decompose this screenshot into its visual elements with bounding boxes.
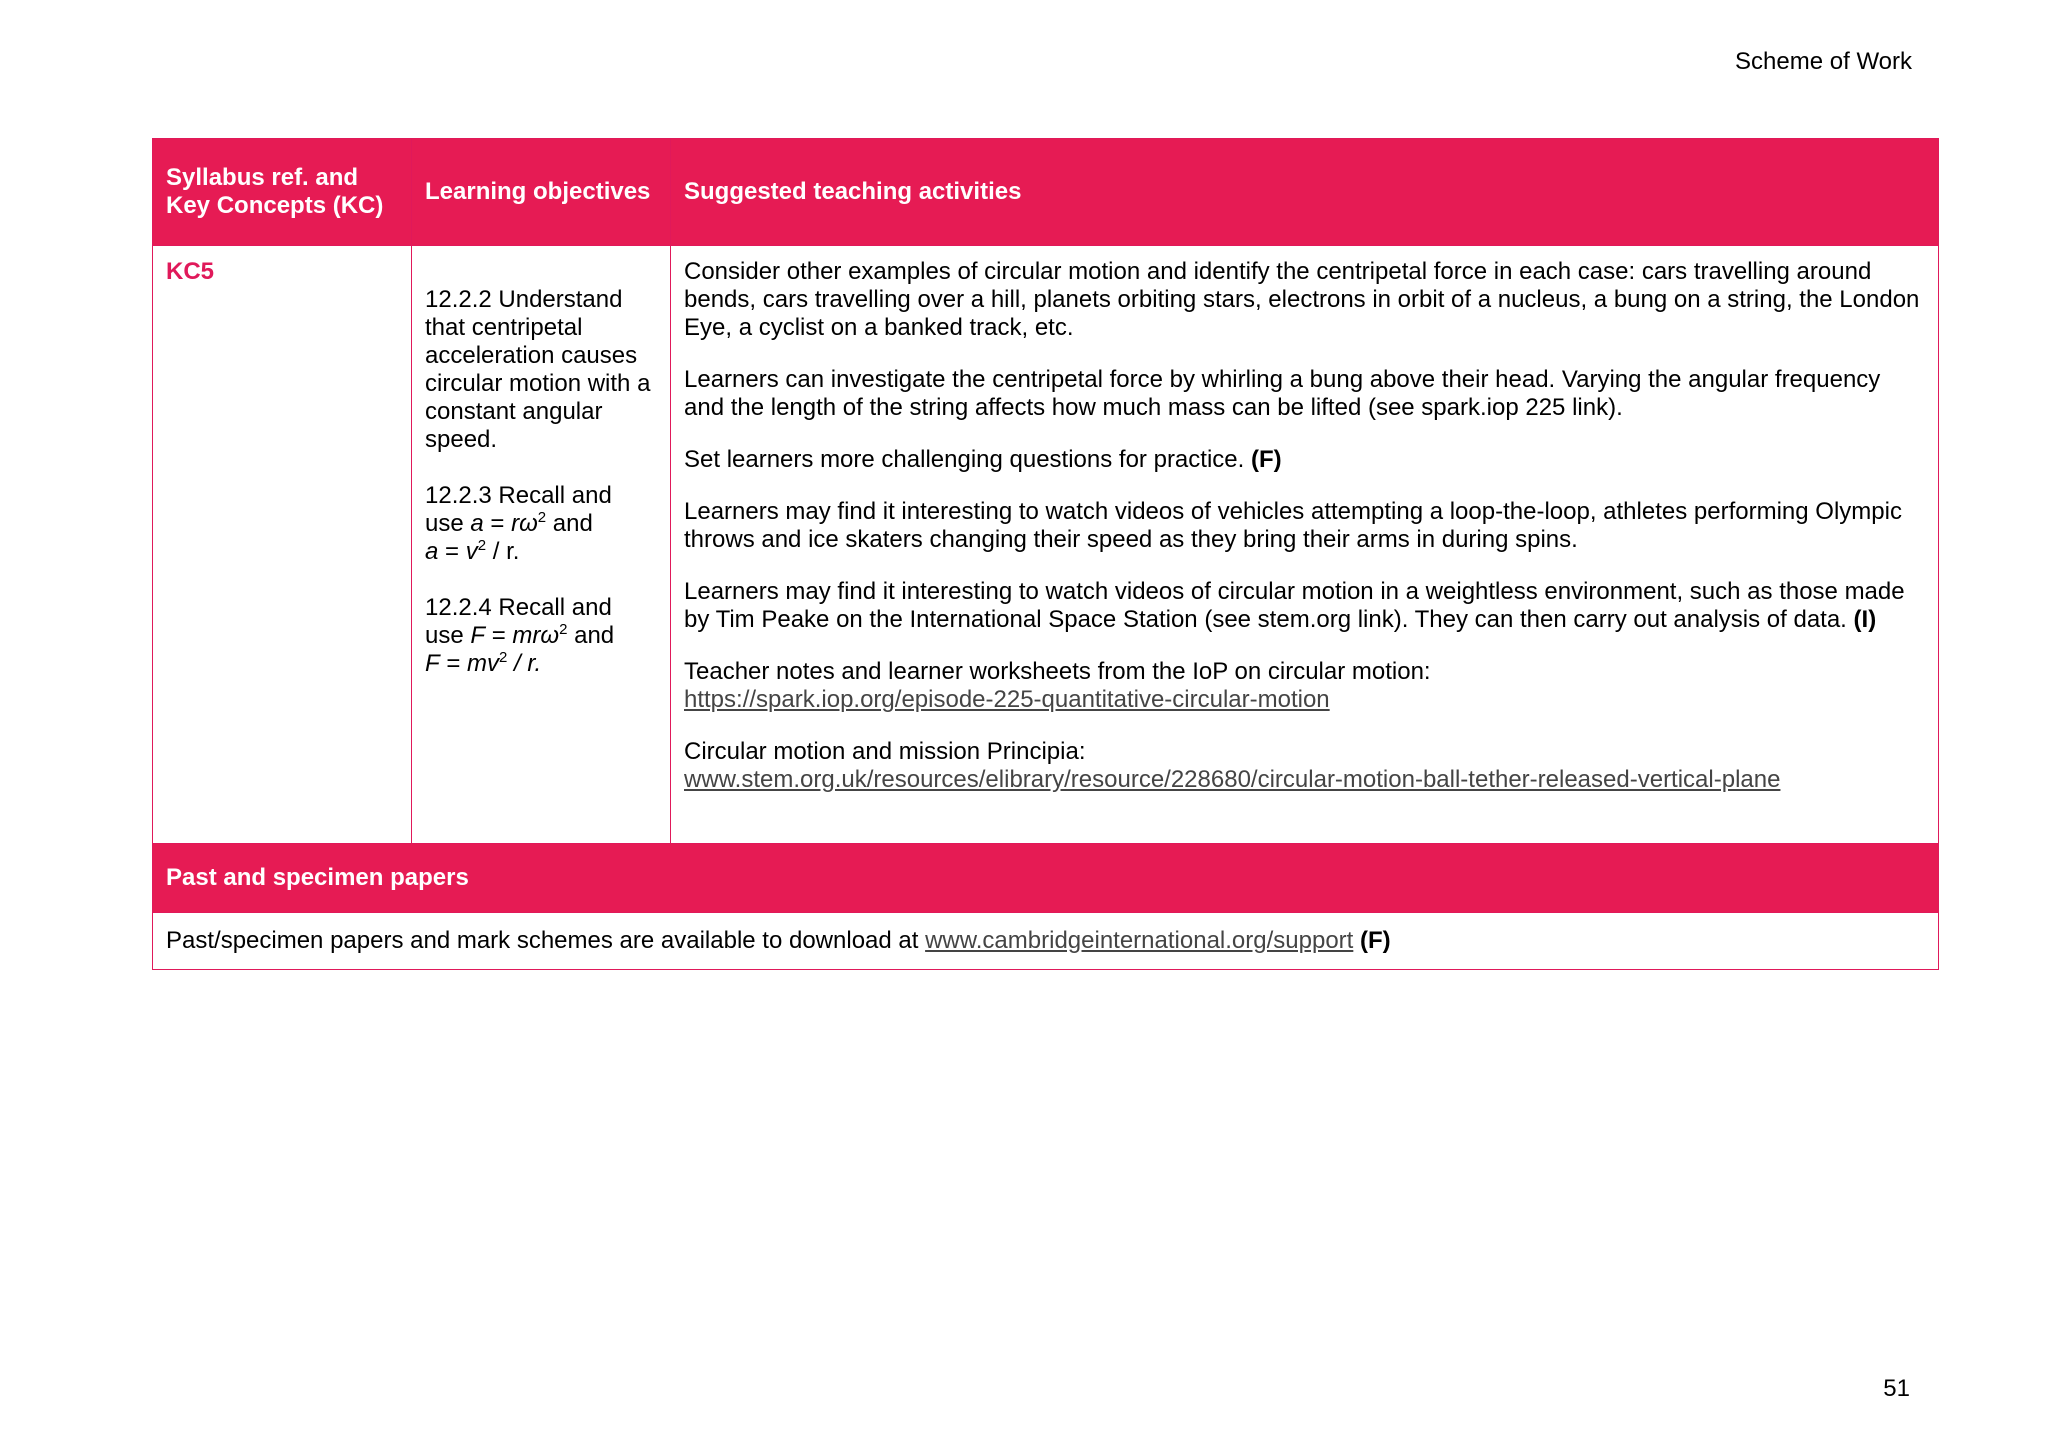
activity-text: Teacher notes and learner worksheets from the IoP on circular motion: [684, 658, 1431, 685]
equation-exponent: 2 [499, 649, 508, 666]
learning-objective-12-2-3 [425, 482, 657, 566]
equation-exponent: 2 [477, 537, 487, 554]
activity-paragraph [684, 578, 1925, 634]
table-row [153, 246, 1939, 844]
equation-variable: / r. [507, 650, 542, 677]
column-header-syllabus-ref-line2: Key Concepts (KC) [166, 192, 384, 219]
equation-operator: = [483, 510, 512, 537]
stem-org-link[interactable]: www.stem.org.uk/resources/elibrary/resource/228680/circular-motion-ball-tether-released-vertical-plane [684, 766, 1781, 793]
column-header-syllabus-ref [153, 139, 412, 246]
learning-objectives-cell [412, 246, 671, 844]
column-header-learning-objectives: Learning objectives [412, 139, 671, 246]
equation-variable: a [470, 510, 484, 537]
syllabus-ref-cell [153, 246, 412, 844]
papers-text: Past/specimen papers and mark schemes are available to download at [166, 927, 926, 954]
equation-variable: v [465, 538, 478, 565]
column-header-syllabus-ref-line1: Syllabus ref. and [166, 164, 359, 191]
formative-assessment-tag: (F) [1250, 446, 1282, 473]
activity-paragraph [684, 738, 1925, 794]
activity-text: Learners may find it interesting to watch videos of circular motion in a weightless environment, such as those made by Tim Peake on the International Space Station (see stem.org link). They can then carry out analysis of data. [684, 578, 1905, 633]
papers-body-row [153, 913, 1939, 970]
activity-paragraph: Consider other examples of circular motion and identify the centripetal force in each case: cars travelling around bends, cars travelling over a hill, planets orbiting stars, electrons in orbit of a nucleus, a bung on a string, the London Eye, a cyclist on a banked track, etc. [684, 258, 1920, 341]
activity-paragraph: Learners can investigate the centripetal force by whirling a bung above their head. Varying the angular frequency and the length of the string affects how much mass can be lifted (see spark.iop 225 link). [684, 366, 1881, 421]
activity-paragraph: Learners may find it interesting to watch videos of vehicles attempting a loop-the-loop, athletes performing Olympic throws and ice skaters changing their speed as they bring their arms in during spins. [684, 498, 1902, 553]
page-number: 51 [1883, 1375, 1910, 1402]
objective-text: / r. [486, 538, 520, 565]
key-concept-label: KC5 [166, 258, 215, 285]
formative-assessment-tag: (F) [1360, 927, 1391, 954]
running-header: Scheme of Work [1735, 48, 1912, 75]
activity-text: Set learners more challenging questions for practice. [684, 446, 1251, 473]
objective-text: 12.2.4 Recall and use [425, 594, 612, 649]
equation-variable: mrω [512, 622, 560, 649]
objective-text: and [567, 622, 615, 649]
objective-text: 12.2.3 Recall and use [425, 482, 612, 537]
scheme-of-work-table [152, 138, 1939, 970]
activity-text: Circular motion and mission Principia: [684, 738, 1086, 765]
papers-header-row [153, 844, 1939, 913]
activities-cell [671, 246, 1939, 844]
spark-iop-link[interactable]: https://spark.iop.org/episode-225-quantitative-circular-motion [684, 686, 1330, 713]
papers-heading: Past and specimen papers [153, 844, 1939, 913]
equation-variable: mv [467, 650, 500, 677]
independent-study-tag: (I) [1853, 606, 1877, 633]
activity-paragraph [684, 446, 1925, 474]
equation-variable: F [470, 622, 486, 649]
equation-operator: = [439, 650, 468, 677]
table-header-row [153, 139, 1939, 246]
equation-variable: rω [511, 510, 538, 537]
equation-operator: = [438, 538, 466, 565]
equation-variable: F [425, 650, 440, 677]
equation-variable: a [425, 538, 439, 565]
objective-text: and [546, 510, 593, 537]
papers-cell [153, 913, 1939, 970]
learning-objective-12-2-2: 12.2.2 Understand that centripetal acceleration causes circular motion with a constant angular speed. [425, 286, 651, 453]
column-header-activities: Suggested teaching activities [671, 139, 1939, 246]
equation-exponent: 2 [559, 621, 568, 638]
equation-exponent: 2 [537, 509, 547, 526]
cambridge-support-link[interactable]: www.cambridgeinternational.org/support [925, 927, 1354, 954]
activity-paragraph [684, 658, 1925, 714]
learning-objective-12-2-4 [425, 594, 657, 678]
equation-operator: = [485, 622, 513, 649]
